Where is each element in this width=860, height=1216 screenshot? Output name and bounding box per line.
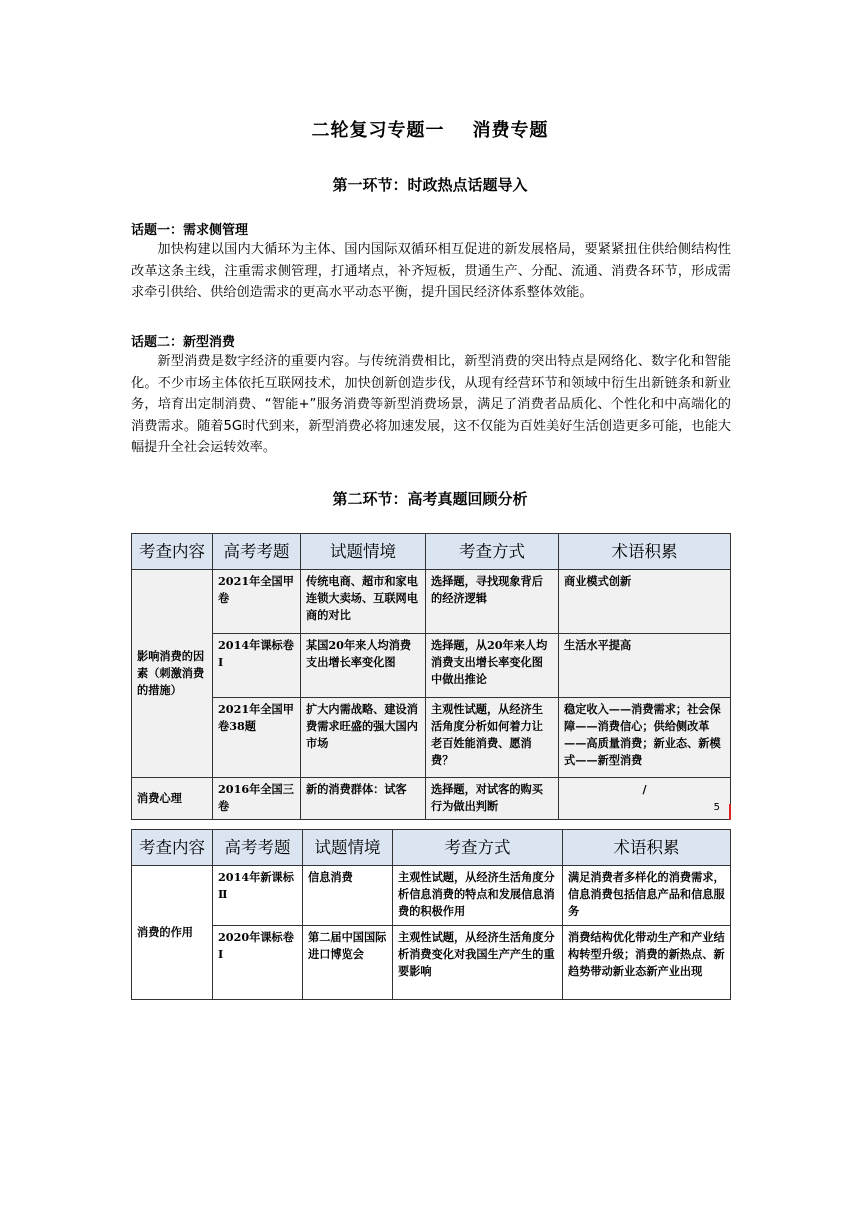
table-row [132, 866, 731, 926]
header-context: 试题情境 [301, 534, 426, 570]
topic-heading-2: 话题二：新型消费 [131, 335, 236, 350]
context-cell: 第二届中国国际进口博览会 [303, 926, 393, 1000]
method-cell: 选择题，寻找现象背后的经济逻辑 [426, 570, 559, 634]
exam-cell: 2021年全国甲卷 [213, 570, 301, 634]
table-row [132, 698, 731, 778]
context-cell: 信息消费 [303, 866, 393, 926]
terms-cell [559, 778, 731, 820]
section-heading-1: 第一环节：时政热点话题导入 [332, 176, 528, 194]
method-cell: 选择题，对试客的购买行为做出判断 [426, 778, 559, 820]
terms-cell: 消费结构优化带动生产和产业结构转型升级；消费的新热点、新趋势带动新业态新产业出现 [563, 926, 731, 1000]
content-cell: 消费心理 [132, 778, 213, 820]
method-cell: 主观性试题，从经济生活角度分析信息消费的特点和发展信息消费的积极作用 [393, 866, 563, 926]
header-context: 试题情境 [303, 830, 393, 866]
title-main: 二轮复习专题一 [311, 120, 445, 141]
section-heading-2: 第二环节：高考真题回顾分析 [332, 490, 528, 508]
header-exam: 高考考题 [213, 534, 301, 570]
content-cell: 消费的作用 [132, 866, 213, 1000]
exam-cell: 2014年新课标Ⅱ [213, 866, 303, 926]
header-exam: 高考考题 [213, 830, 303, 866]
exam-cell: 2021年全国甲卷38题 [213, 698, 301, 778]
topic-heading-1: 话题一：需求侧管理 [131, 223, 249, 238]
document-title [0, 116, 860, 142]
title-sub: 消费专题 [472, 120, 549, 141]
exam-cell: 2020年课标卷Ⅰ [213, 926, 303, 1000]
table-row [132, 778, 731, 820]
exam-cell: 2016年全国三卷 [213, 778, 301, 820]
terms-cell: 稳定收入——消费需求；社会保障——消费信心；供给侧改革——高质量消费；新业态、新模式——新型消费 [559, 698, 731, 778]
exam-table-1 [131, 533, 731, 820]
header-content: 考查内容 [132, 534, 213, 570]
table-row [132, 634, 731, 698]
method-cell: 主观性试题，从经济生活角度分析消费变化对我国生产产生的重要影响 [393, 926, 563, 1000]
context-cell: 某国20年来人均消费支出增长率变化图 [301, 634, 426, 698]
header-content: 考查内容 [132, 830, 213, 866]
header-terms: 术语积累 [559, 534, 731, 570]
table-row [132, 570, 731, 634]
topic-paragraph-2: 新型消费是数字经济的重要内容。与传统消费相比，新型消费的突出特点是网络化、数字化和智能化。不少市场主体依托互联网技术，加快创新创造步伐，从现有经营环节和领域中衍生出新链条和新业务，培育出定制消费、“智能+”服务消费等新型消费场景，满足了消费者品质化、个性化和中高端化的消费需求。随着5G时代到来，新型消费必将加速发展，这不仅能为百姓美好生活创造更多可能，也能大幅提升全社会运转效率。 [131, 354, 731, 455]
content-cell: 影响消费的因素（刺激消费的措施） [132, 570, 213, 778]
table-header-row [132, 534, 731, 570]
context-cell: 新的消费群体：试客 [301, 778, 426, 820]
context-cell: 传统电商、超市和家电连锁大卖场、互联网电商的对比 [301, 570, 426, 634]
slide-page-number: 5 [713, 802, 720, 813]
terms-cell: 满足消费者多样化的消费需求，信息消费包括信息产品和信息服务 [563, 866, 731, 926]
topic-paragraph-1: 加快构建以国内大循环为主体、国内国际双循环相互促进的新发展格局，要紧紧扭住供给侧结构性改革这条主线，注重需求侧管理，打通堵点，补齐短板，贯通生产、分配、流通、消费各环节，形成需求牵引供给、供给创造需求的更高水平动态平衡，提升国民经济体系整体效能。 [131, 242, 731, 300]
table-row [132, 926, 731, 1000]
method-cell: 选择题，从20年来人均消费支出增长率变化图中做出推论 [426, 634, 559, 698]
header-terms: 术语积累 [563, 830, 731, 866]
terms-cell-text: / [642, 782, 647, 796]
terms-cell: 生活水平提高 [559, 634, 731, 698]
header-method: 考查方式 [393, 830, 563, 866]
exam-table-2 [131, 829, 731, 1000]
method-cell: 主观性试题，从经济生活角度分析如何着力让老百姓能消费、愿消费？ [426, 698, 559, 778]
red-edge-marker [729, 804, 731, 820]
exam-cell: 2014年课标卷Ⅰ [213, 634, 301, 698]
table-header-row [132, 830, 731, 866]
header-method: 考查方式 [426, 534, 559, 570]
terms-cell: 商业模式创新 [559, 570, 731, 634]
context-cell: 扩大内需战略、建设消费需求旺盛的强大国内市场 [301, 698, 426, 778]
